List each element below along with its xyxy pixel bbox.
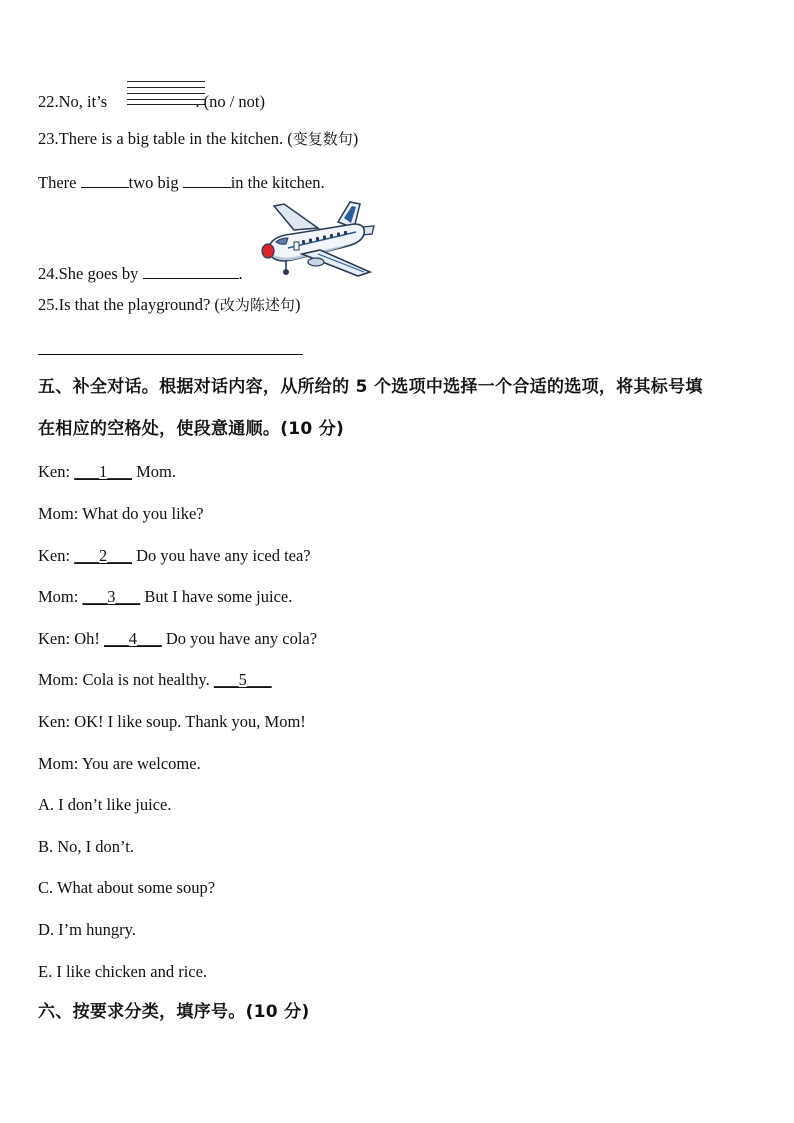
speaker: Mom: [38,587,79,606]
option-a: A. I don’t like juice. [38,795,172,814]
dialogue-line: Ken: OK! I like soup. Thank you, Mom! [38,712,306,731]
dialogue-line: Mom: What do you like? [38,504,204,523]
question-24: 24.She goes by . [38,264,243,283]
dialogue-blank[interactable]: ___5___ [213,670,272,689]
question-23-answer: There two big in the kitchen. [38,173,325,192]
speaker: Ken: [38,712,71,731]
question-number: 25. [38,295,59,314]
dialogue-blank[interactable]: ___1___ [74,462,132,481]
question-hint: 变复数句 [292,130,353,148]
dialogue-blank[interactable]: ___4___ [104,629,162,648]
speaker: Mom: [38,670,79,689]
dialogue-blank[interactable]: ___2___ [74,546,132,565]
question-23: 23.There is a big table in the kitchen. (变复数句) [38,129,359,148]
section-6-heading: 六、按要求分类，填序号。(10 分) [38,1002,310,1022]
speaker: Ken: [38,462,71,481]
answer-lines[interactable] [127,80,205,106]
question-number: 23. [38,129,59,148]
option-d: D. I’m hungry. [38,920,136,939]
dialogue-line: Mom: You are welcome. [38,754,201,773]
speaker: Mom: [38,504,79,523]
dialogue-line: Ken: ___1___ Mom. [38,462,176,481]
question-hint: 改为陈述句 [219,296,295,314]
airplane-icon [258,198,376,280]
dialogue-line: Ken: ___2___ Do you have any iced tea? [38,546,311,565]
answer-blank[interactable] [183,171,231,188]
answer-blank[interactable] [143,262,239,279]
dialogue-line: Ken: Oh! ___4___ Do you have any cola? [38,629,318,648]
option-b: B. No, I don’t. [38,837,134,856]
section-5-heading: 五、补全对话。根据对话内容，从所给的 5 个选项中选择一个合适的选项，将其标号填 [38,377,703,397]
question-25: 25.Is that the playground? (改为陈述句) [38,295,301,314]
question-text: There is a big table in the kitchen. ( [58,129,293,148]
option-e: E. I like chicken and rice. [38,962,208,981]
answer-line[interactable] [38,354,303,355]
dialogue-blank[interactable]: ___3___ [82,587,141,606]
question-hint: . (no / not) [195,92,266,111]
option-c: C. What about some soup? [38,878,216,897]
question-text: No, it’s [58,92,112,111]
speaker: Mom: [38,754,79,773]
section-5-heading-cont: 在相应的空格处，使段意通顺。(10 分) [38,419,345,439]
speaker: Ken: [38,629,71,648]
answer-blank[interactable] [81,171,129,188]
question-text: Is that the playground? ( [58,295,220,314]
speaker: Ken: [38,546,71,565]
question-number: 24. [38,264,59,283]
question-text: She goes by [58,264,143,283]
dialogue-line: Mom: Cola is not healthy. ___5___ [38,670,272,689]
dialogue-line: Mom: ___3___ But I have some juice. [38,587,293,606]
question-number: 22. [38,92,59,111]
